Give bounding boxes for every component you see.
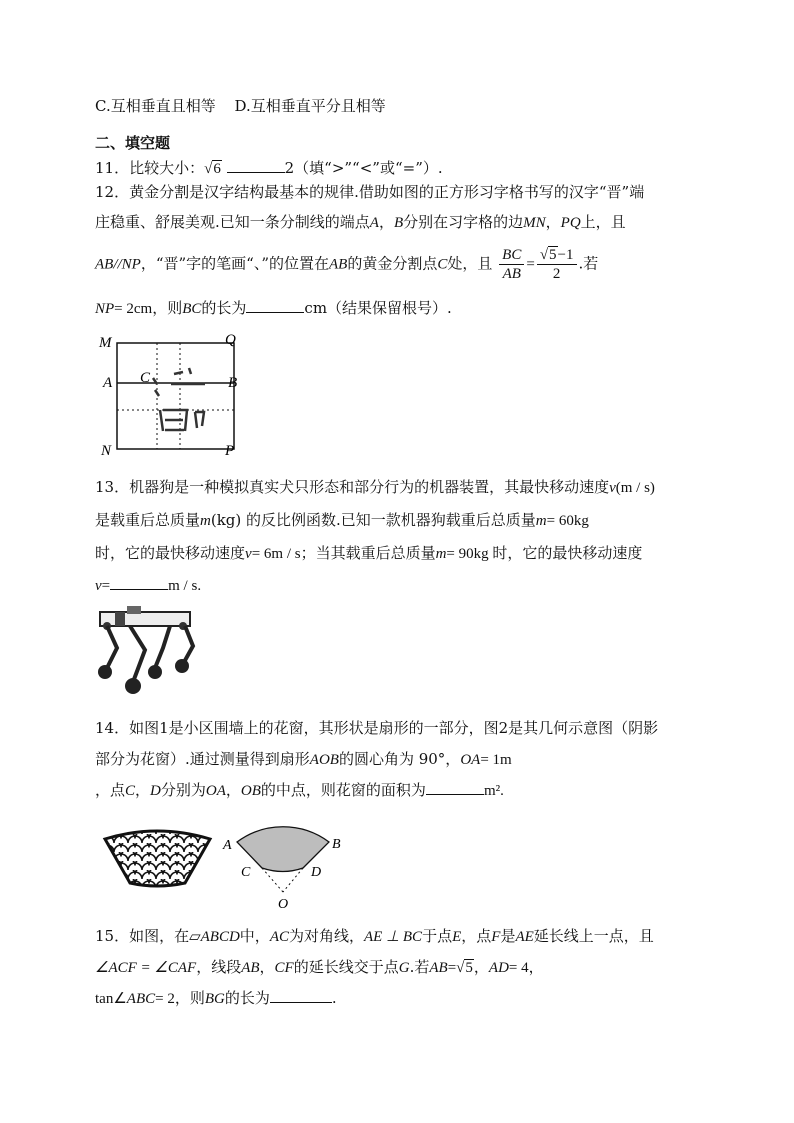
question-15-line-1: 15．如图，在▱ABCD中，AC为对角线，AE ⊥ BC于点E，点F是AE延长线上一点，且 (95, 927, 654, 945)
option-d: D.互相垂直平分且相等 (234, 97, 386, 115)
flower-window-image (100, 825, 215, 890)
question-11: 11．比较大小：√6 2（填“>”“<”或“=”）. (95, 159, 443, 177)
sector-label-d: D (311, 865, 322, 880)
label-q: Q (225, 332, 236, 348)
question-12-line-4: NP= 2cm，则BC的长为 cm（结果保留根号）. (95, 299, 452, 317)
character-jin-strokes (153, 368, 205, 431)
fraction-bc-ab: $\frac{BC}{AB}$ (499, 246, 524, 283)
label-n: N (101, 443, 112, 458)
sector-label-a: A (223, 838, 232, 853)
question-15-line-3: tan∠ABC= 2，则BG的长为 . (95, 989, 337, 1007)
sector-label-c: C (241, 865, 251, 880)
question-13-line-3: 时，它的最快移动速度v= 6m / s；当其载重后总质量m= 90kg 时，它的最快移动速度 (95, 544, 643, 562)
answer-blank-13[interactable] (110, 575, 168, 590)
label-m: M (99, 335, 112, 351)
robot-dog-image (95, 600, 200, 700)
question-13-line-1: 13．机器狗是一种模拟真实犬只形态和部分行为的机器装置，其最快移动速度v(m / s) (95, 478, 655, 496)
answer-blank-15[interactable] (270, 988, 332, 1003)
answer-blank-12[interactable] (246, 298, 304, 313)
label-a: A (103, 375, 113, 391)
options-line (95, 95, 386, 116)
question-14-line-2: 部分为花窗）.通过测量得到扇形AOB的圆心角为 90°，OA= 1m (95, 750, 512, 768)
question-12-line-2: 庄稳重、舒展美观.已知一条分制线的端点A，B分别在习字格的边MN，PQ上，且 (95, 213, 626, 231)
section-title: 二、填空题 (95, 134, 171, 152)
question-14-line-3: ，点C，D分别为OA，OB的中点，则花窗的面积为 m². (95, 781, 504, 799)
figure-14-sector (215, 818, 355, 913)
question-14-line-1: 14．如图1是小区围墙上的花窗，其形状是扇形的一部分，图2是其几何示意图（阴影 (95, 719, 659, 737)
fraction-golden: $\frac{√5-1}{2}$ (537, 246, 577, 283)
label-p: P (225, 443, 235, 458)
answer-blank-11[interactable] (227, 158, 285, 173)
option-c: C.互相垂直且相等 (95, 97, 216, 115)
answer-blank-14[interactable] (426, 780, 484, 795)
question-12-line-3: AB//NP，“晋”字的笔画“、”的位置在AB的黄金分割点C处，且 $\frac{BC}{AB}$ = $\frac{√5-1}{2}$ .若 (95, 247, 599, 282)
figure-12-grid (95, 328, 245, 458)
sector-label-b: B (332, 837, 341, 852)
question-15-line-2: ∠ACF = ∠CAF，线段AB，CF的延长线交于点G.若AB=√5，AD= 4， (95, 958, 544, 976)
question-12-line-1: 12．黄金分割是汉字结构最基本的规律.借助如图的正方形习字格书写的汉字“晋”端 (95, 183, 645, 201)
label-b: B (228, 375, 238, 391)
sector-label-o: O (278, 897, 289, 912)
question-13-line-2: 是载重后总质量m(kg) 的反比例函数.已知一款机器狗载重后总质量m= 60kg (95, 511, 589, 529)
question-13-line-4: v= m / s. (95, 575, 201, 595)
label-c: C (140, 370, 151, 386)
